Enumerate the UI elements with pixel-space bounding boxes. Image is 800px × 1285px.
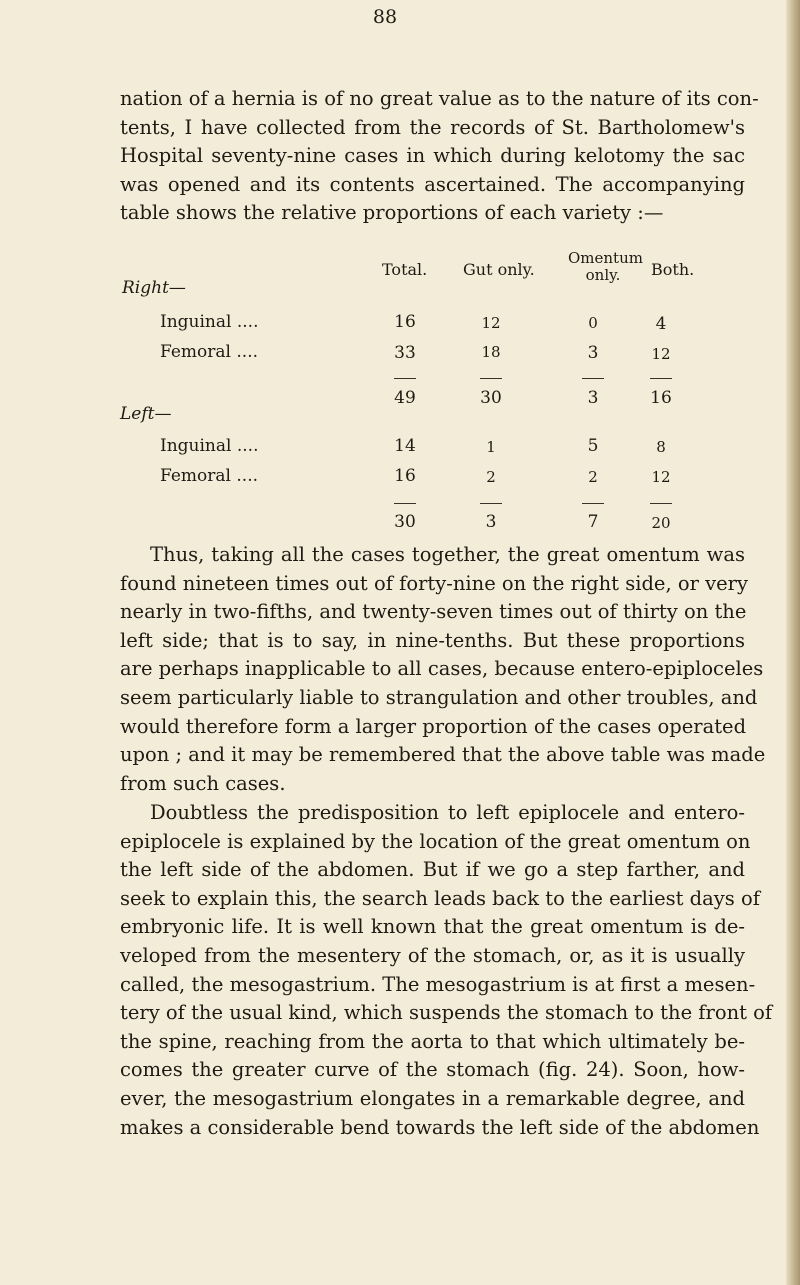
cell-left-total-both: 20: [651, 514, 671, 532]
cell-left-inguinal-gut: 1: [486, 438, 496, 456]
intro-paragraph: [120, 85, 759, 228]
text-line: the left side of the abdomen. But if we go a step farther, and: [120, 858, 745, 882]
text-line: table shows the relative proportions of each variety :—: [120, 201, 664, 225]
row-left-inguinal-label: Inguinal ....: [160, 436, 259, 456]
text-line: seek to explain this, the search leads back to the earliest days of: [120, 886, 760, 910]
page-number: 88: [372, 6, 398, 28]
rule: [650, 378, 672, 379]
text-line: nearly in two-fifths, and twenty-seven times out of thirty on the: [120, 600, 747, 624]
rule: [480, 503, 502, 504]
section-left-label: Left—: [120, 404, 172, 424]
cell-left-femoral-total: 16: [394, 466, 416, 486]
header-total: Total.: [382, 260, 428, 279]
cell-right-inguinal-total: 16: [394, 312, 416, 332]
text-line: nation of a hernia is of no great value as to the nature of its con-: [120, 87, 759, 110]
text-line: Doubtless the predisposition to left epiplocele and entero-: [150, 801, 745, 824]
text-line: upon ; and it may be remembered that the above table was made: [120, 743, 766, 767]
rule: [480, 378, 502, 379]
text-line: from such cases.: [120, 771, 286, 795]
text-line: seem particularly liable to strangulation and other troubles, and: [120, 685, 758, 709]
row-right-femoral-label: Femoral ....: [160, 342, 258, 362]
page-edge: [786, 0, 800, 1285]
cell-right-inguinal-both: 4: [655, 314, 667, 334]
text-line: embryonic life. It is well known that the great omentum is de-: [120, 915, 745, 939]
section-right-label: Right—: [122, 278, 186, 298]
rule: [582, 378, 604, 379]
text-line: Thus, taking all the cases together, the great omentum was: [150, 543, 745, 566]
text-line: comes the greater curve of the stomach (fig. 24). Soon, how-: [120, 1058, 745, 1082]
text-line: would therefore form a larger proportion of the cases operated: [120, 714, 747, 738]
paragraph-thus: [120, 541, 766, 798]
text-line: tery of the usual kind, which suspends the stomach to the front of: [120, 1001, 773, 1025]
cell-right-inguinal-omentum: 0: [588, 314, 598, 332]
text-line: tents, I have collected from the records of St. Bartholomew's: [120, 115, 745, 139]
cell-left-total-total: 30: [394, 512, 416, 532]
text-line: makes a considerable bend towards the left side of the abdomen: [120, 1115, 760, 1139]
cell-right-total-omentum: 3: [587, 388, 599, 408]
rule: [650, 503, 672, 504]
text-line: veloped from the mesentery of the stomach, or, as it is usually: [120, 943, 745, 967]
cell-right-femoral-gut: 18: [481, 343, 501, 361]
text-line: Hospital seventy-nine cases in which during kelotomy the sac: [120, 144, 745, 168]
cell-left-inguinal-both: 8: [656, 438, 666, 456]
cell-right-total-total: 49: [394, 388, 416, 408]
paragraph-doubtless: [120, 799, 773, 1142]
cell-left-inguinal-total: 14: [394, 436, 416, 456]
text-line: found nineteen times out of forty-nine on the right side, or very: [120, 571, 749, 595]
rule: [582, 503, 604, 504]
text-line: are perhaps inapplicable to all cases, because entero-epiploceles: [120, 657, 764, 681]
cell-left-inguinal-omentum: 5: [587, 436, 599, 456]
text-line: called, the mesogastrium. The mesogastrium is at first a mesen-: [120, 972, 756, 996]
cell-right-femoral-total: 33: [394, 343, 416, 363]
header-gut-only: Gut only.: [463, 260, 535, 279]
cell-left-femoral-both: 12: [651, 468, 671, 486]
cell-right-inguinal-gut: 12: [481, 314, 501, 332]
cell-right-total-gut: 30: [480, 388, 502, 408]
text-line: left side; that is to say, in nine-tenths. But these proportions: [120, 628, 745, 652]
cell-right-femoral-both: 12: [651, 345, 671, 363]
cell-left-femoral-gut: 2: [486, 468, 496, 486]
header-omentum-only: Omentum only.: [568, 249, 643, 284]
cell-left-femoral-omentum: 2: [588, 468, 598, 486]
text-line: ever, the mesogastrium elongates in a remarkable degree, and: [120, 1086, 745, 1110]
text-line: the spine, reaching from the aorta to that which ultimately be-: [120, 1029, 745, 1053]
cell-left-total-omentum: 7: [587, 512, 599, 532]
rule: [394, 378, 416, 379]
cell-left-total-gut: 3: [485, 512, 497, 532]
cell-right-total-both: 16: [650, 388, 672, 408]
text-line: epiplocele is explained by the location of the great omentum on: [120, 829, 751, 853]
cell-right-femoral-omentum: 3: [587, 343, 599, 363]
header-both: Both.: [651, 260, 695, 279]
rule: [394, 503, 416, 504]
text-line: was opened and its contents ascertained. The accompanying: [120, 172, 745, 196]
row-left-femoral-label: Femoral ....: [160, 466, 258, 486]
row-right-inguinal-label: Inguinal ....: [160, 312, 259, 332]
